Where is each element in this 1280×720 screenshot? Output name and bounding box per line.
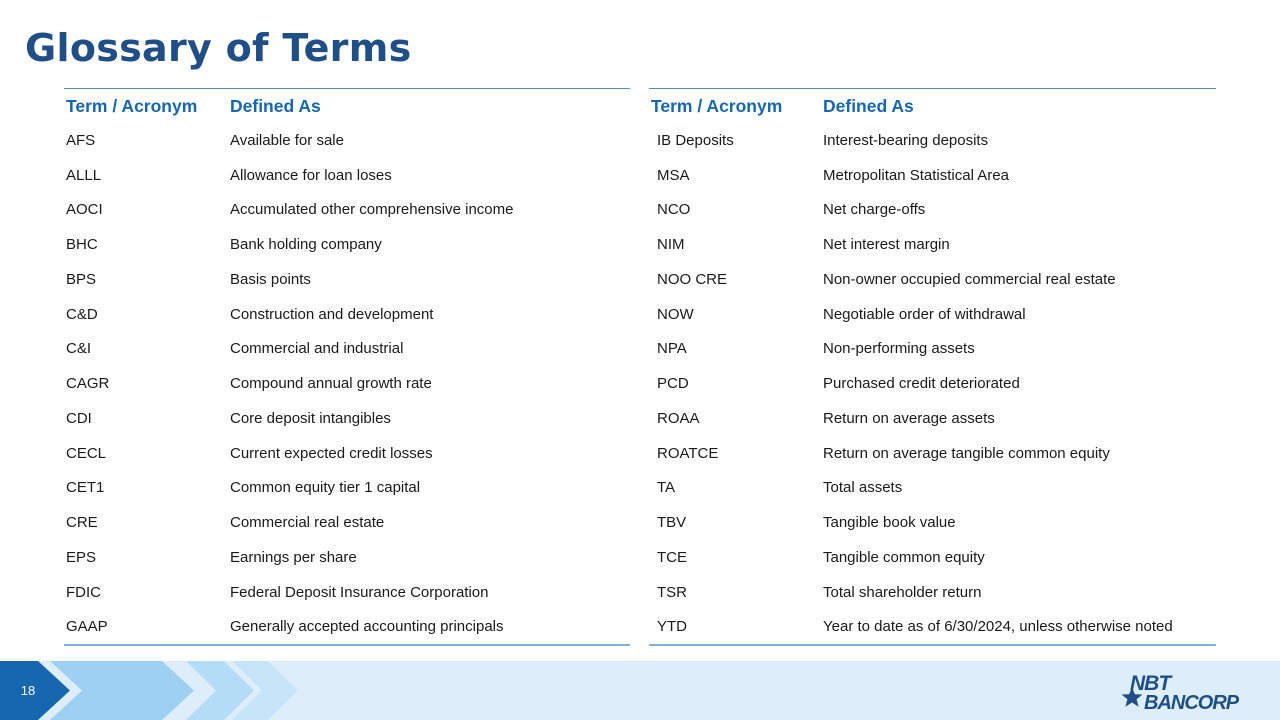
table-header-row (649, 89, 1216, 124)
header-definition: Defined As (823, 95, 914, 116)
table-row (64, 297, 630, 332)
table-row (649, 366, 1216, 401)
term-cell: TCE (657, 548, 687, 566)
definition-cell: Tangible book value (823, 514, 956, 532)
table-row (649, 193, 1216, 228)
table-row (649, 610, 1216, 646)
definition-cell: Tangible common equity (823, 548, 985, 566)
term-cell: BHC (66, 236, 98, 254)
term-cell: FDIC (66, 583, 101, 601)
footer-band (0, 661, 1280, 720)
table-row (649, 123, 1216, 158)
term-cell: TSR (657, 583, 687, 601)
definition-cell: Metropolitan Statistical Area (823, 166, 1009, 184)
table-row (649, 471, 1216, 506)
term-cell: ROAA (657, 409, 700, 427)
header-term: Term / Acronym (651, 95, 783, 116)
header-definition: Defined As (230, 95, 321, 116)
table-row (64, 227, 630, 262)
definition-cell: Accumulated other comprehensive income (230, 201, 514, 219)
table-row (64, 262, 630, 297)
definition-cell: Common equity tier 1 capital (230, 479, 421, 497)
logo-text-nbt: NBT (1130, 672, 1171, 695)
nbt-bancorp-logo (1118, 671, 1268, 715)
term-cell: EPS (66, 548, 97, 566)
term-cell: CECL (66, 444, 107, 462)
term-cell: C&D (66, 305, 98, 323)
table-row (64, 610, 630, 646)
definition-cell: Available for sale (230, 131, 344, 149)
term-cell: YTD (657, 618, 687, 636)
definition-cell: Construction and development (230, 305, 434, 323)
table-row (64, 436, 630, 471)
term-cell: CRE (66, 514, 98, 532)
table-row (64, 366, 630, 401)
table-row (64, 401, 630, 436)
definition-cell: Current expected credit losses (230, 444, 433, 462)
term-cell: TA (657, 479, 676, 497)
term-cell: NPA (657, 340, 687, 358)
table-row (64, 123, 630, 158)
term-cell: NOO CRE (657, 270, 728, 288)
definition-cell: Non-owner occupied commercial real estate (823, 270, 1116, 288)
table-row (649, 436, 1216, 471)
table-row (64, 332, 630, 367)
table-row (649, 540, 1216, 575)
definition-cell: Compound annual growth rate (230, 375, 432, 393)
term-cell: AFS (66, 131, 96, 149)
definition-cell: Commercial and industrial (230, 340, 404, 358)
definition-cell: Net charge-offs (823, 201, 926, 219)
table-row (649, 297, 1216, 332)
definition-cell: Purchased credit deteriorated (823, 375, 1020, 393)
logo-text-bancorp: BANCORP (1144, 692, 1239, 714)
table-row (649, 158, 1216, 193)
term-cell: CDI (66, 409, 92, 427)
term-cell: CAGR (66, 375, 110, 393)
term-cell: NCO (657, 201, 691, 219)
term-cell: NOW (657, 305, 694, 323)
definition-cell: Negotiable order of withdrawal (823, 305, 1026, 323)
glossary-table-left (64, 88, 630, 646)
table-row (64, 575, 630, 610)
table-row (649, 575, 1216, 610)
term-cell: PCD (657, 375, 689, 393)
term-cell: IB Deposits (657, 131, 734, 149)
definition-cell: Net interest margin (823, 236, 950, 254)
chevron-light-1 (50, 661, 194, 720)
definition-cell: Non-performing assets (823, 340, 975, 358)
table-row (649, 262, 1216, 297)
definition-cell: Year to date as of 6/30/2024, unless otherwise noted (823, 618, 1173, 636)
definition-cell: Core deposit intangibles (230, 409, 391, 427)
definition-cell: Total assets (823, 479, 903, 497)
table-row (64, 471, 630, 506)
glossary-table-right (649, 88, 1216, 646)
definition-cell: Return on average tangible common equity (823, 444, 1110, 462)
definition-cell: Earnings per share (230, 548, 357, 566)
definition-cell: Basis points (230, 270, 311, 288)
table-row (64, 193, 630, 228)
page-title: Glossary of Terms (25, 26, 412, 70)
term-cell: TBV (657, 514, 687, 532)
definition-cell: Commercial real estate (230, 514, 385, 532)
term-cell: CET1 (66, 479, 105, 497)
table-row (649, 227, 1216, 262)
definition-cell: Total shareholder return (823, 583, 982, 601)
definition-cell: Bank holding company (230, 236, 382, 254)
term-cell: ALLL (66, 166, 102, 184)
header-term: Term / Acronym (66, 95, 198, 116)
table-row (64, 540, 630, 575)
page-number: 18 (20, 683, 36, 698)
term-cell: NIM (657, 236, 685, 254)
term-cell: AOCI (66, 201, 103, 219)
definition-cell: Return on average assets (823, 409, 995, 427)
term-cell: BPS (66, 270, 97, 288)
table-header-row (64, 89, 630, 124)
definition-cell: Interest-bearing deposits (823, 131, 989, 149)
table-row (649, 401, 1216, 436)
term-cell: GAAP (66, 618, 108, 636)
term-cell: C&I (66, 340, 92, 358)
table-row (649, 332, 1216, 367)
table-row (64, 158, 630, 193)
term-cell: MSA (657, 166, 690, 184)
definition-cell: Generally accepted accounting principals (230, 618, 504, 636)
definition-cell: Allowance for loan loses (230, 166, 392, 184)
table-row (64, 505, 630, 540)
definition-cell: Federal Deposit Insurance Corporation (230, 583, 489, 601)
table-row (649, 505, 1216, 540)
term-cell: ROATCE (657, 444, 719, 462)
